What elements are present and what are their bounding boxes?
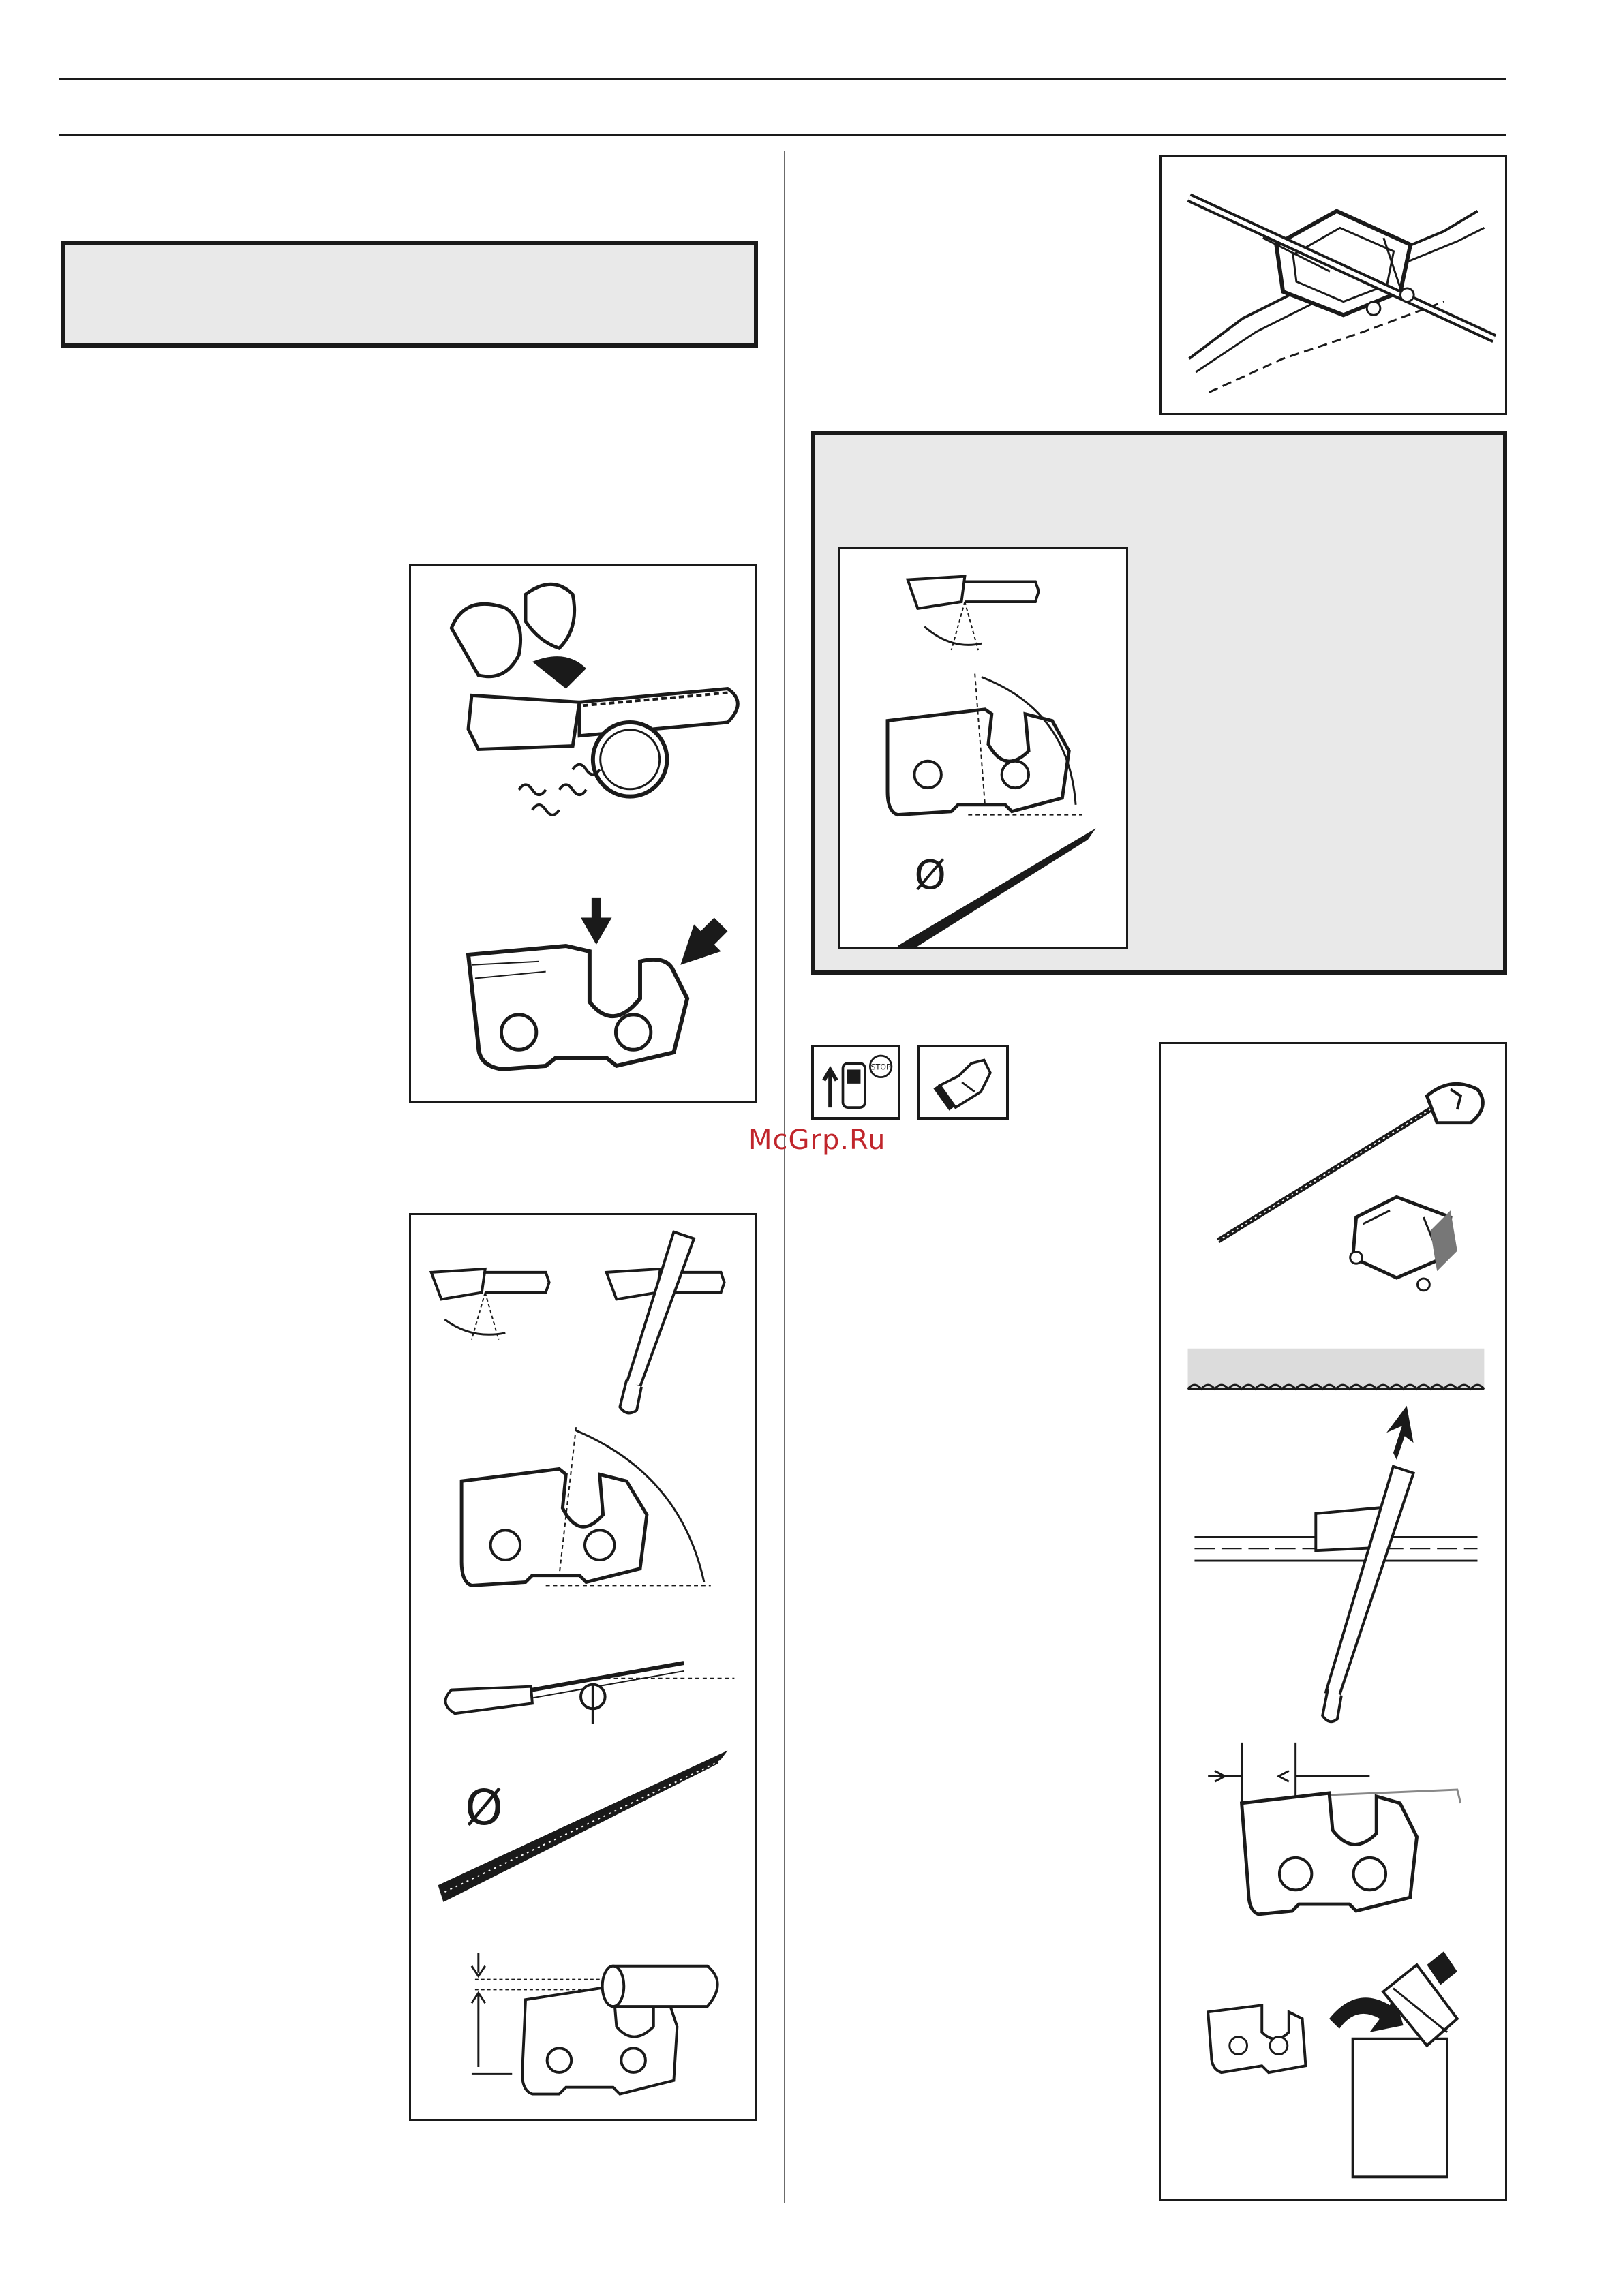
- figure-filing-procedure-drawing: [1161, 1044, 1505, 2199]
- figure-filing-procedure: [1159, 1042, 1507, 2201]
- header-rule-top: [59, 78, 1506, 80]
- header-rule-bottom: [59, 134, 1506, 136]
- figure-file-geometry: [409, 1213, 757, 2121]
- diameter-symbol-right: Ø: [914, 851, 947, 899]
- stop-label: STOP: [870, 1062, 891, 1072]
- figure-file-geometry-drawing: [411, 1215, 755, 2119]
- figure-cutting-tooth-drawing: [411, 566, 755, 1101]
- figure-chain-file-guide-drawing: [1162, 157, 1505, 413]
- figure-cutting-tooth: [409, 564, 757, 1103]
- figure-tooth-angles: [838, 547, 1128, 949]
- watermark: McGrp.Ru: [748, 1124, 886, 1156]
- figure-tooth-angles-drawing: [840, 549, 1126, 947]
- protective-glove-icon: [917, 1045, 1009, 1120]
- warning-box-left: [61, 241, 758, 348]
- column-divider: [784, 151, 785, 2203]
- diameter-symbol-left: Ø: [465, 1779, 504, 1837]
- figure-chain-file-guide: [1159, 155, 1507, 415]
- stop-switch-icon: [811, 1045, 900, 1120]
